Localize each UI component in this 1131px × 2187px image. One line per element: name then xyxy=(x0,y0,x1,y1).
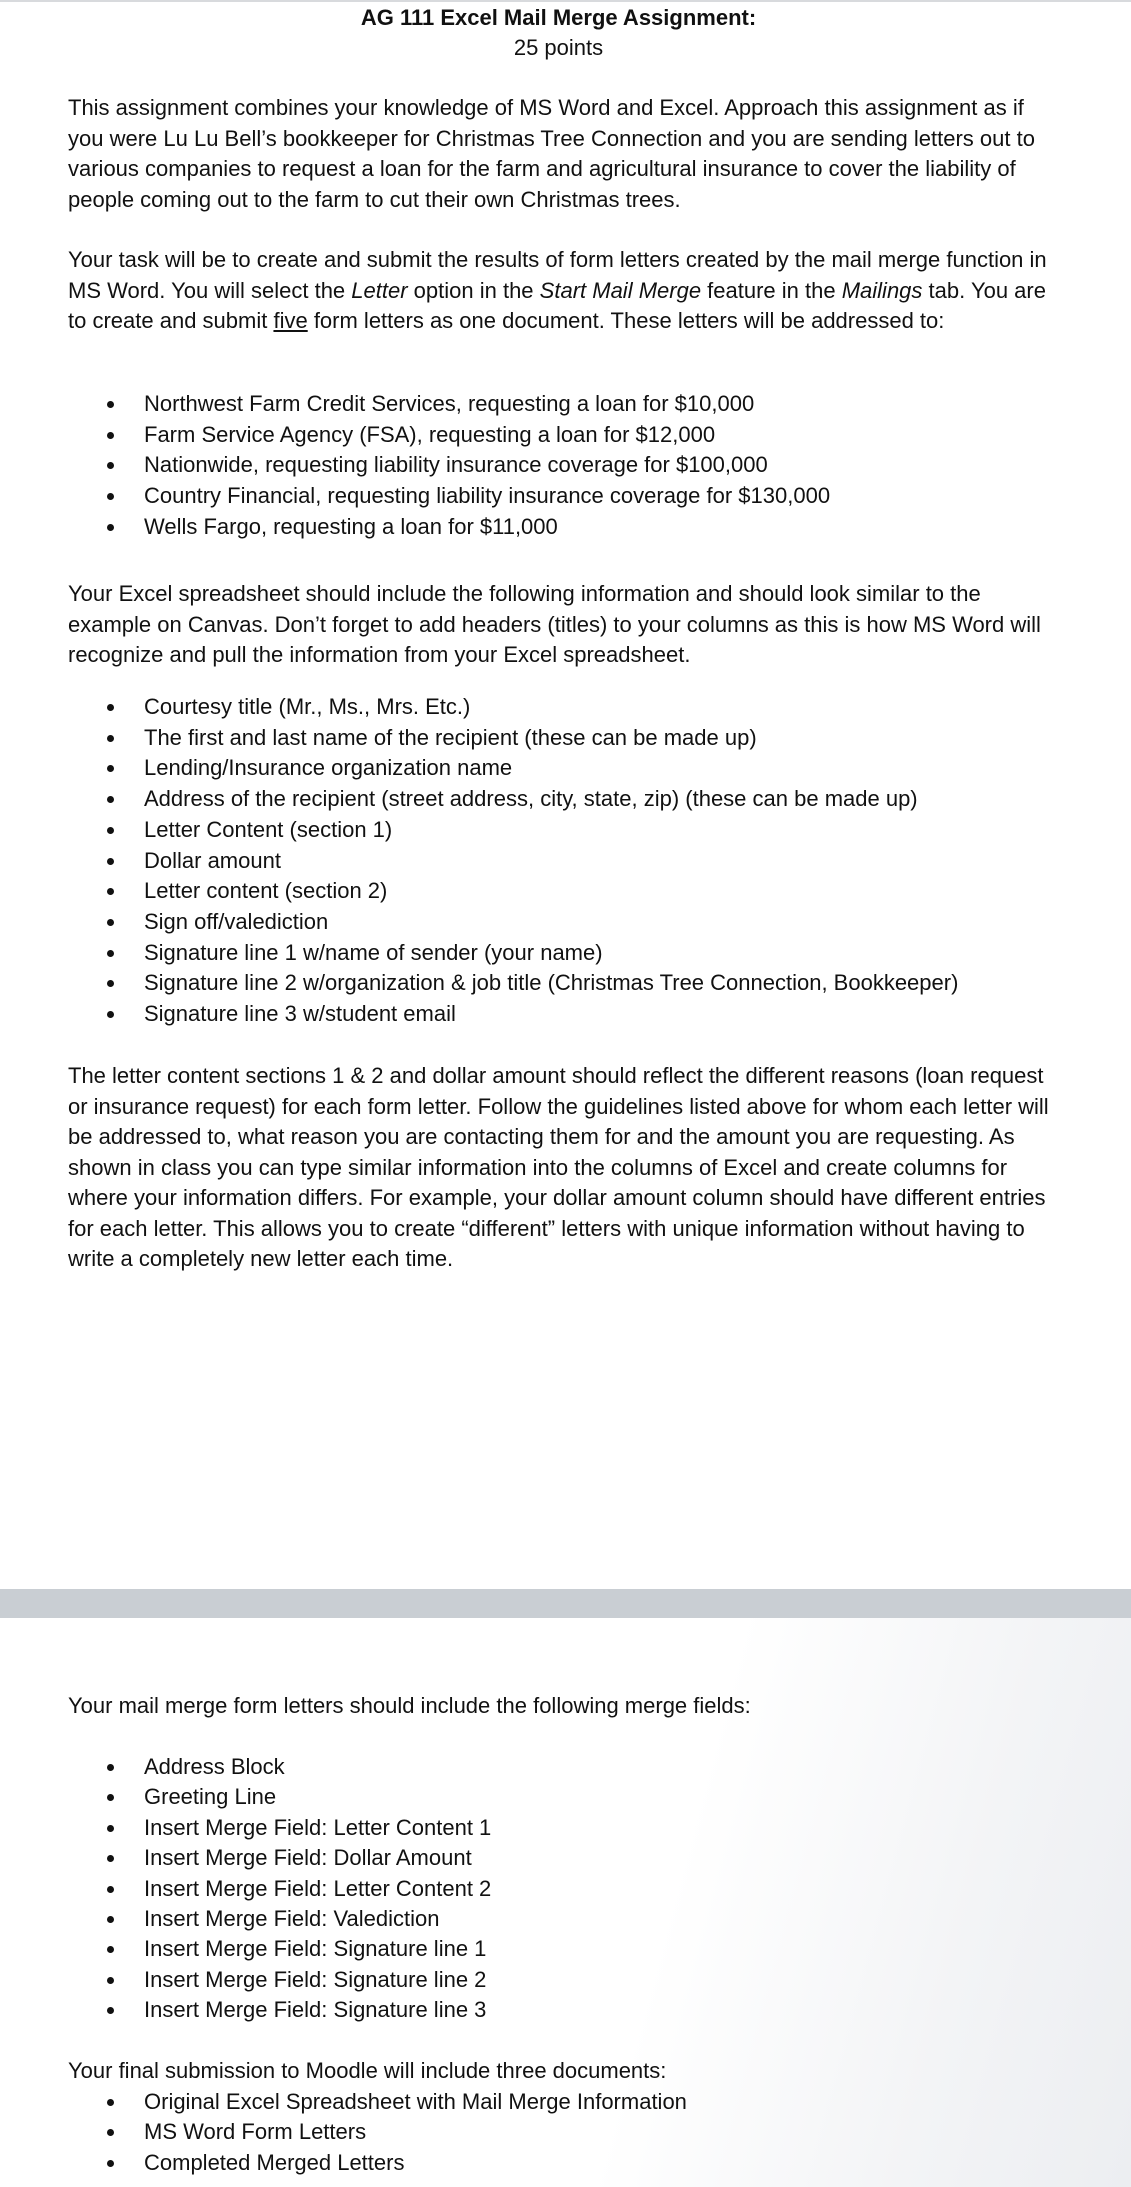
merge-field-item: Insert Merge Field: Letter Content 1 xyxy=(68,1813,1060,1843)
merge-field-item: Insert Merge Field: Letter Content 2 xyxy=(68,1874,1060,1904)
merge-field-item: Address Block xyxy=(68,1752,1060,1782)
merge-fields-section xyxy=(68,1752,1060,2026)
task-text-3: feature in the xyxy=(701,277,842,303)
page-break xyxy=(0,1589,1131,1618)
recipient-item: Northwest Farm Credit Services, requesting a loan for $10,000 xyxy=(68,389,1060,420)
spreadsheet-field-item: Signature line 3 w/student email xyxy=(68,999,1060,1030)
spreadsheet-fields-section xyxy=(68,692,1060,1030)
task-mailings-tab: Mailings xyxy=(841,277,923,303)
merge-fields-intro: Your mail merge form letters should include the following merge fields: xyxy=(68,1693,751,1718)
intro-paragraph: This assignment combines your knowledge of MS Word and Excel. Approach this assignment as if you were Lu Lu Bell’s bookkeeper for Christmas Tree Connection and you are sending letters out to various companies to request a loan for the farm and agricultural insurance to cover the liability of people coming out to the farm to cut their own Christmas trees. xyxy=(68,95,1035,212)
spreadsheet-field-item: The first and last name of the recipient (these can be made up) xyxy=(68,723,1060,754)
task-letter-option: Letter xyxy=(351,277,408,303)
merge-field-item: Insert Merge Field: Signature line 3 xyxy=(68,1995,1060,2025)
submission-document-item: Original Excel Spreadsheet with Mail Merge Information xyxy=(68,2087,1060,2117)
spreadsheet-field-item: Courtesy title (Mr., Ms., Mrs. Etc.) xyxy=(68,692,1060,723)
merge-field-item: Insert Merge Field: Signature line 2 xyxy=(68,1965,1060,1995)
document-page-2 xyxy=(0,1618,1131,2187)
assignment-points: 25 points xyxy=(513,35,604,60)
spreadsheet-field-item: Signature line 2 w/organization & job title (Christmas Tree Connection, Bookkeeper) xyxy=(68,968,1060,999)
spreadsheet-field-item: Sign off/valediction xyxy=(68,907,1060,938)
recipient-item: Wells Fargo, requesting a loan for $11,000 xyxy=(68,512,1060,543)
spreadsheet-field-item: Lending/Insurance organization name xyxy=(68,753,1060,784)
recipient-item: Farm Service Agency (FSA), requesting a loan for $12,000 xyxy=(68,420,1060,451)
spreadsheet-paragraph: Your Excel spreadsheet should include the following information and should look similar to the example on Canvas. Don’t forget to add headers (titles) to your columns as this is how MS Word will recognize and pull the information from your Excel spreadsheet. xyxy=(68,581,1041,667)
recipients-list xyxy=(68,389,1060,543)
merge-field-item: Insert Merge Field: Signature line 1 xyxy=(68,1934,1060,1964)
task-section xyxy=(68,245,1060,337)
merge-fields-list xyxy=(68,1752,1060,2026)
task-text-5: form letters as one document. These letters will be addressed to: xyxy=(307,308,945,333)
assignment-title: AG 111 Excel Mail Merge Assignment: xyxy=(360,5,757,30)
intro-section xyxy=(68,93,1060,215)
spreadsheet-field-item: Letter content (section 2) xyxy=(68,876,1060,907)
spreadsheet-field-item: Letter Content (section 1) xyxy=(68,815,1060,846)
submission-documents-list xyxy=(68,2087,1060,2178)
spreadsheet-field-item: Dollar amount xyxy=(68,846,1060,877)
submission-document-item: Completed Merged Letters xyxy=(68,2148,1060,2178)
recipients-section xyxy=(68,389,1060,543)
task-text-2: option in the xyxy=(407,277,540,303)
recipient-item: Nationwide, requesting liability insurance coverage for $100,000 xyxy=(68,450,1060,481)
content-section xyxy=(68,1061,1060,1275)
recipient-item: Country Financial, requesting liability insurance coverage for $130,000 xyxy=(68,481,1060,512)
spreadsheet-field-item: Address of the recipient (street address, city, state, zip) (these can be made up) xyxy=(68,784,1060,815)
spreadsheet-section xyxy=(68,579,1060,671)
spreadsheet-field-item: Signature line 1 w/name of sender (your name) xyxy=(68,938,1060,969)
merge-fields-intro-section xyxy=(68,1691,1060,1722)
task-text-1: Your task will be to create and submit the results of form letters created by the mail merge function in MS Word. You will select the xyxy=(68,247,1047,303)
merge-field-item: Insert Merge Field: Dollar Amount xyxy=(68,1843,1060,1873)
submission-documents-section xyxy=(68,2087,1060,2178)
merge-field-item: Insert Merge Field: Valediction xyxy=(68,1904,1060,1934)
content-paragraph: The letter content sections 1 & 2 and dollar amount should reflect the different reasons (loan request or insurance request) for each form letter. Follow the guidelines listed above for whom each letter will be addressed to, what reason you are contacting them for and the amount you are requesting. As shown in class you can type similar information into the columns of Excel and create columns for where your information differs. For example, your dollar amount column should have different entries for each letter. This allows you to create “different” letters with unique information without having to write a completely new letter each time. xyxy=(68,1063,1049,1271)
submission-document-item: MS Word Form Letters xyxy=(68,2117,1060,2147)
task-start-mail-merge: Start Mail Merge xyxy=(539,277,702,303)
spreadsheet-fields-list xyxy=(68,692,1060,1030)
task-five-emphasis: five xyxy=(273,308,308,333)
submission-intro-section xyxy=(68,2056,1060,2087)
top-border xyxy=(0,0,1131,2)
task-text-4: tab. You are to create and submit xyxy=(68,277,1046,333)
merge-field-item: Greeting Line xyxy=(68,1782,1060,1812)
task-paragraph xyxy=(68,245,1060,337)
submission-intro: Your final submission to Moodle will include three documents: xyxy=(68,2058,667,2083)
